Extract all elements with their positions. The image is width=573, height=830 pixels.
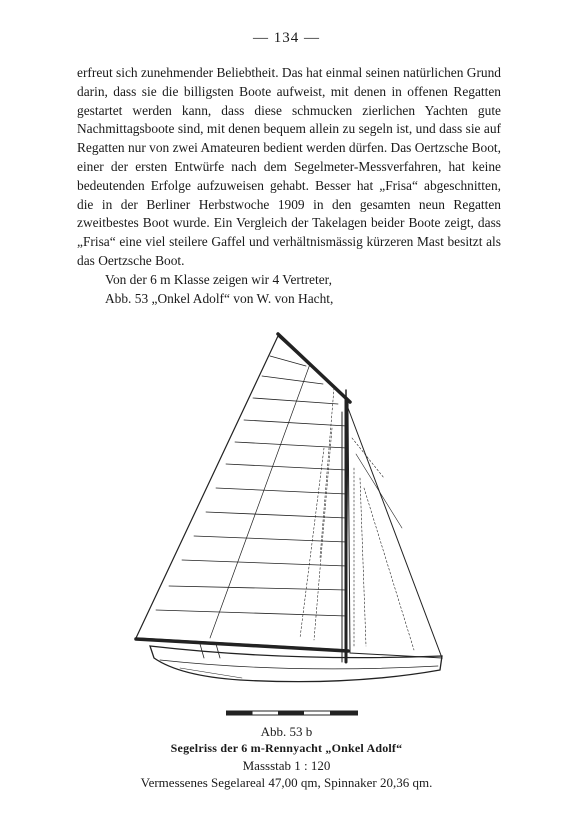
figure-sail-area: Vermessenes Segelareal 47,00 qm, Spinnaker 20,36 qm. bbox=[140, 775, 433, 790]
paragraph: erfreut sich zunehmender Beliebtheit. Das hat einmal seinen natürlichen Grund darin, dass sie die billigsten Boote aufweist, mit denen in offenen Regatten gestartet werden kann, dass diese schmucken zierlichen Yachten gute Nachmittagsboote sind, mit denen bequem allein zu segeln ist, und dass sie auf Regatten nur von zwei Amateuren bedient werden dürfen. Das Oertzsche Boot, einer der ersten Entwürfe nach dem Segelmeter-Messverfahren, hat keine bedeutenden Erfolge aufzuweisen gehabt. Besser hat „Frisa“ abgeschnitten, die in der Berliner Herbstwoche 1909 in den gesamten neun Regatten zweitbestes Boot wurde. Ein Vergleich der Takelagen beider Boote zeigt, dass „Frisa“ eine viel steilere Gaffel und verhältnismässig kürzeren Mast besitzt als das Oertzsche Boot. bbox=[77, 65, 501, 268]
gaff bbox=[278, 334, 350, 402]
boom bbox=[136, 639, 348, 651]
scale-bar bbox=[226, 703, 358, 709]
hull bbox=[150, 646, 442, 682]
figure-caption bbox=[0, 723, 573, 791]
page-number: — 134 — bbox=[253, 30, 320, 46]
jib bbox=[348, 408, 442, 658]
body-text bbox=[77, 64, 501, 308]
paragraph: Von der 6 m Klasse zeigen wir 4 Vertreter, bbox=[105, 271, 332, 287]
paragraph: Abb. 53 „Onkel Adolf“ von W. von Hacht, bbox=[105, 290, 334, 306]
figure-label: Abb. 53 b bbox=[260, 724, 313, 739]
figure-scale: Massstab 1 : 120 bbox=[242, 758, 331, 773]
figure-title: Segelriss der 6 m-Rennyacht „Onkel Adolf“ bbox=[170, 741, 403, 755]
sail-plan-drawing bbox=[120, 328, 460, 708]
